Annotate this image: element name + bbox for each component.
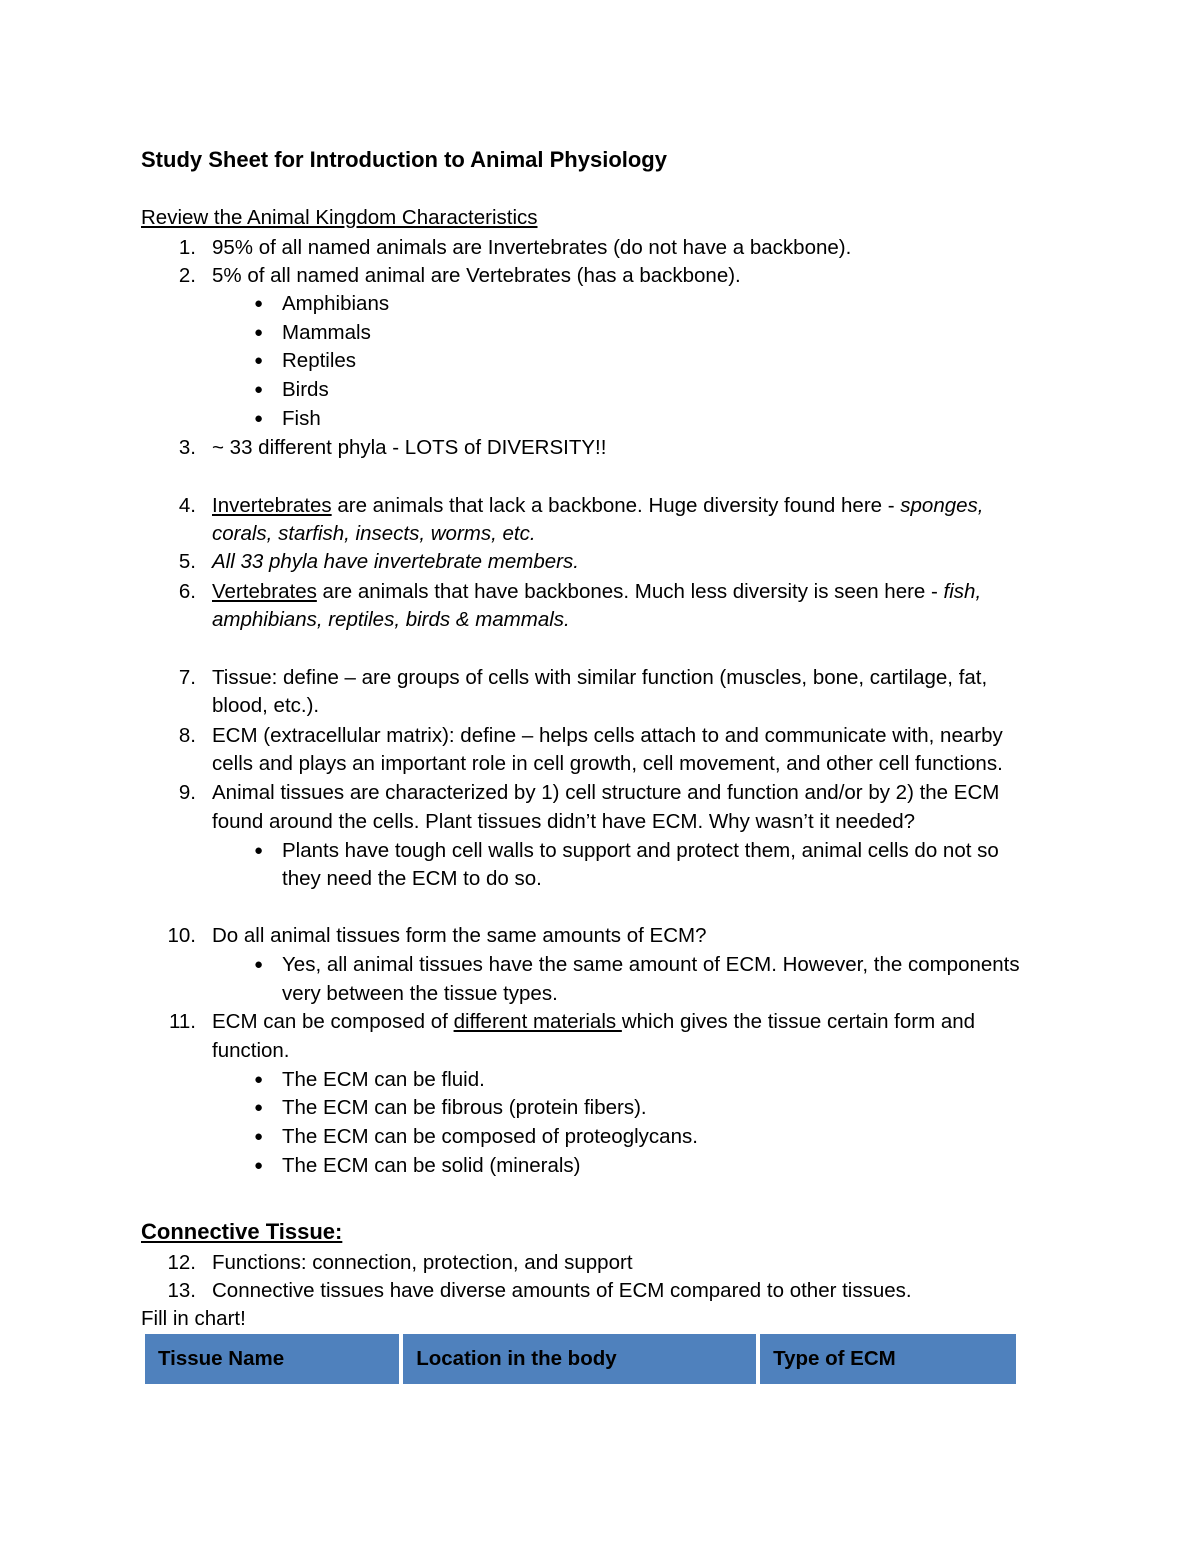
- item-text: ECM can be composed of different materials which gives the tissue certain form and: [212, 1010, 976, 1033]
- item-text: ECM (extracellular matrix): define – helps cells attach to and communicate with, nearby: [212, 724, 1003, 747]
- bullet-icon: ●: [254, 1157, 264, 1174]
- item-text: Functions: connection, protection, and support: [212, 1251, 633, 1274]
- item-number: 4.: [178, 494, 196, 517]
- item-text: ~ 33 different phyla - LOTS of DIVERSITY!!: [212, 436, 607, 459]
- item-text: Animal tissues are characterized by 1) cell structure and function and/or by 2) the ECM: [212, 781, 1000, 804]
- item-text: 5% of all named animal are Vertebrates (has a backbone).: [212, 264, 741, 287]
- bullet-icon: ●: [254, 352, 264, 369]
- header-tissue-name: Tissue Name: [145, 1334, 399, 1384]
- item-text-continued: amphibians, reptiles, birds & mammals.: [212, 608, 570, 631]
- item-text: 95% of all named animals are Invertebrates (do not have a backbone).: [212, 236, 852, 259]
- connective-heading: Connective Tissue:: [141, 1219, 343, 1244]
- item-number: 3.: [178, 436, 196, 459]
- item-text-continued: function.: [212, 1039, 290, 1062]
- item-number: 11.: [169, 1010, 196, 1033]
- item-text: Do all animal tissues form the same amounts of ECM?: [212, 924, 707, 947]
- item-number: 2.: [178, 264, 196, 287]
- bullet-icon: ●: [254, 842, 264, 859]
- item-number: 13.: [167, 1279, 196, 1302]
- bullet-icon: ●: [254, 1071, 264, 1088]
- item-text: Invertebrates are animals that lack a backbone. Huge diversity found here - sponges,: [212, 494, 984, 517]
- item-text: Vertebrates are animals that have backbones. Much less diversity is seen here - fish,: [212, 580, 982, 603]
- item-number: 1.: [178, 236, 196, 259]
- bullet-icon: ●: [254, 324, 264, 341]
- bullet-icon: ●: [254, 295, 264, 312]
- bullet-text-continued: very between the tissue types.: [282, 982, 558, 1005]
- item-number: 12.: [167, 1251, 196, 1274]
- bullet-icon: ●: [254, 1128, 264, 1145]
- item-number: 6.: [178, 580, 196, 603]
- bullet-text-continued: they need the ECM to do so.: [282, 867, 542, 890]
- fill-in-instruction: Fill in chart!: [141, 1307, 246, 1330]
- item-text: Tissue: define – are groups of cells with similar function (muscles, bone, cartilage, fat,: [212, 666, 988, 689]
- item-number: 9.: [178, 781, 196, 804]
- item-text: Connective tissues have diverse amounts of ECM compared to other tissues.: [212, 1279, 912, 1302]
- bullet-icon: ●: [254, 1099, 264, 1116]
- bullet-icon: ●: [254, 410, 264, 427]
- document-page: Study Sheet for Introduction to Animal Physiology Review the Animal Kingdom Characteristics 1. 95% of all named animals are Invertebrates (do not have a backbone). 2. 5% of all named animal are Vertebrates (has a backbone). ● Amphibians ● Mammals ● Reptiles ● Birds ● Fish 3. ~ 33 different phyla - LOTS of DIVERSITY!! 4. Invertebrates are animals that lack a backbone. Huge diversity found here - sponges, corals, starfish, insects, worms, etc. 5. All 33 phyla have invertebrate members. 6. Vertebrates are animals that have backbones. Much less diversity is seen here - fish, amphibians, reptiles, birds & mammals. 7. Tissue: define – are groups of cells with similar function (muscles, bone, cartilage, fat, blood, etc.). 8. ECM (extracellular matrix): define – helps cells attach to and communicate with, nearby cells and plays an important role in cell growth, cell movement, and other cell functions. 9. Animal tissues are characterized by 1) cell structure and function and/or by 2) the ECM found around the cells. Plant tissues didn’t have ECM. Why wasn’t it needed? ● Plants have tough cell walls to support and protect them, animal cells do not so they need the ECM to do so. 10. Do all animal tissues form the same amounts of ECM? ● Yes, all animal tissues have the same amount of ECM. However, the components very between the tissue types. 11. ECM can be composed of different materials which gives the tissue certain form and function. ● The ECM can be fluid. ● The ECM can be fibrous (protein fibers). ● The ECM can be composed of proteoglycans. ● The ECM can be solid (minerals) Connective Tissue: 12. Functions: connection, protection, and support 13. Connective tissues have diverse amounts of ECM compared to other tissues. Fill in chart! Tissue Name Location in the body Type of ECM: [0, 0, 1200, 1553]
- item-number: 7.: [178, 666, 196, 689]
- item-text: All 33 phyla have invertebrate members.: [212, 550, 579, 573]
- header-location: Location in the body: [403, 1334, 756, 1384]
- item-number: 5.: [178, 550, 196, 573]
- bullet-icon: ●: [254, 956, 264, 973]
- chart-header-row: [145, 1334, 1016, 1384]
- item-text-continued: found around the cells. Plant tissues didn’t have ECM. Why wasn’t it needed?: [212, 810, 916, 833]
- item-number: 10.: [167, 924, 196, 947]
- page-title: Study Sheet for Introduction to Animal Physiology: [141, 147, 667, 172]
- review-heading: Review the Animal Kingdom Characteristics: [141, 206, 538, 229]
- fill-in-chart: [141, 1334, 1020, 1384]
- item-text-continued: blood, etc.).: [212, 694, 320, 717]
- item-text-continued: cells and plays an important role in cell growth, cell movement, and other cell functions.: [212, 752, 1003, 775]
- item-number: 8.: [178, 724, 196, 747]
- item-text-continued: corals, starfish, insects, worms, etc.: [212, 522, 536, 545]
- bullet-icon: ●: [254, 381, 264, 398]
- header-ecm-type: Type of ECM: [760, 1334, 1016, 1384]
